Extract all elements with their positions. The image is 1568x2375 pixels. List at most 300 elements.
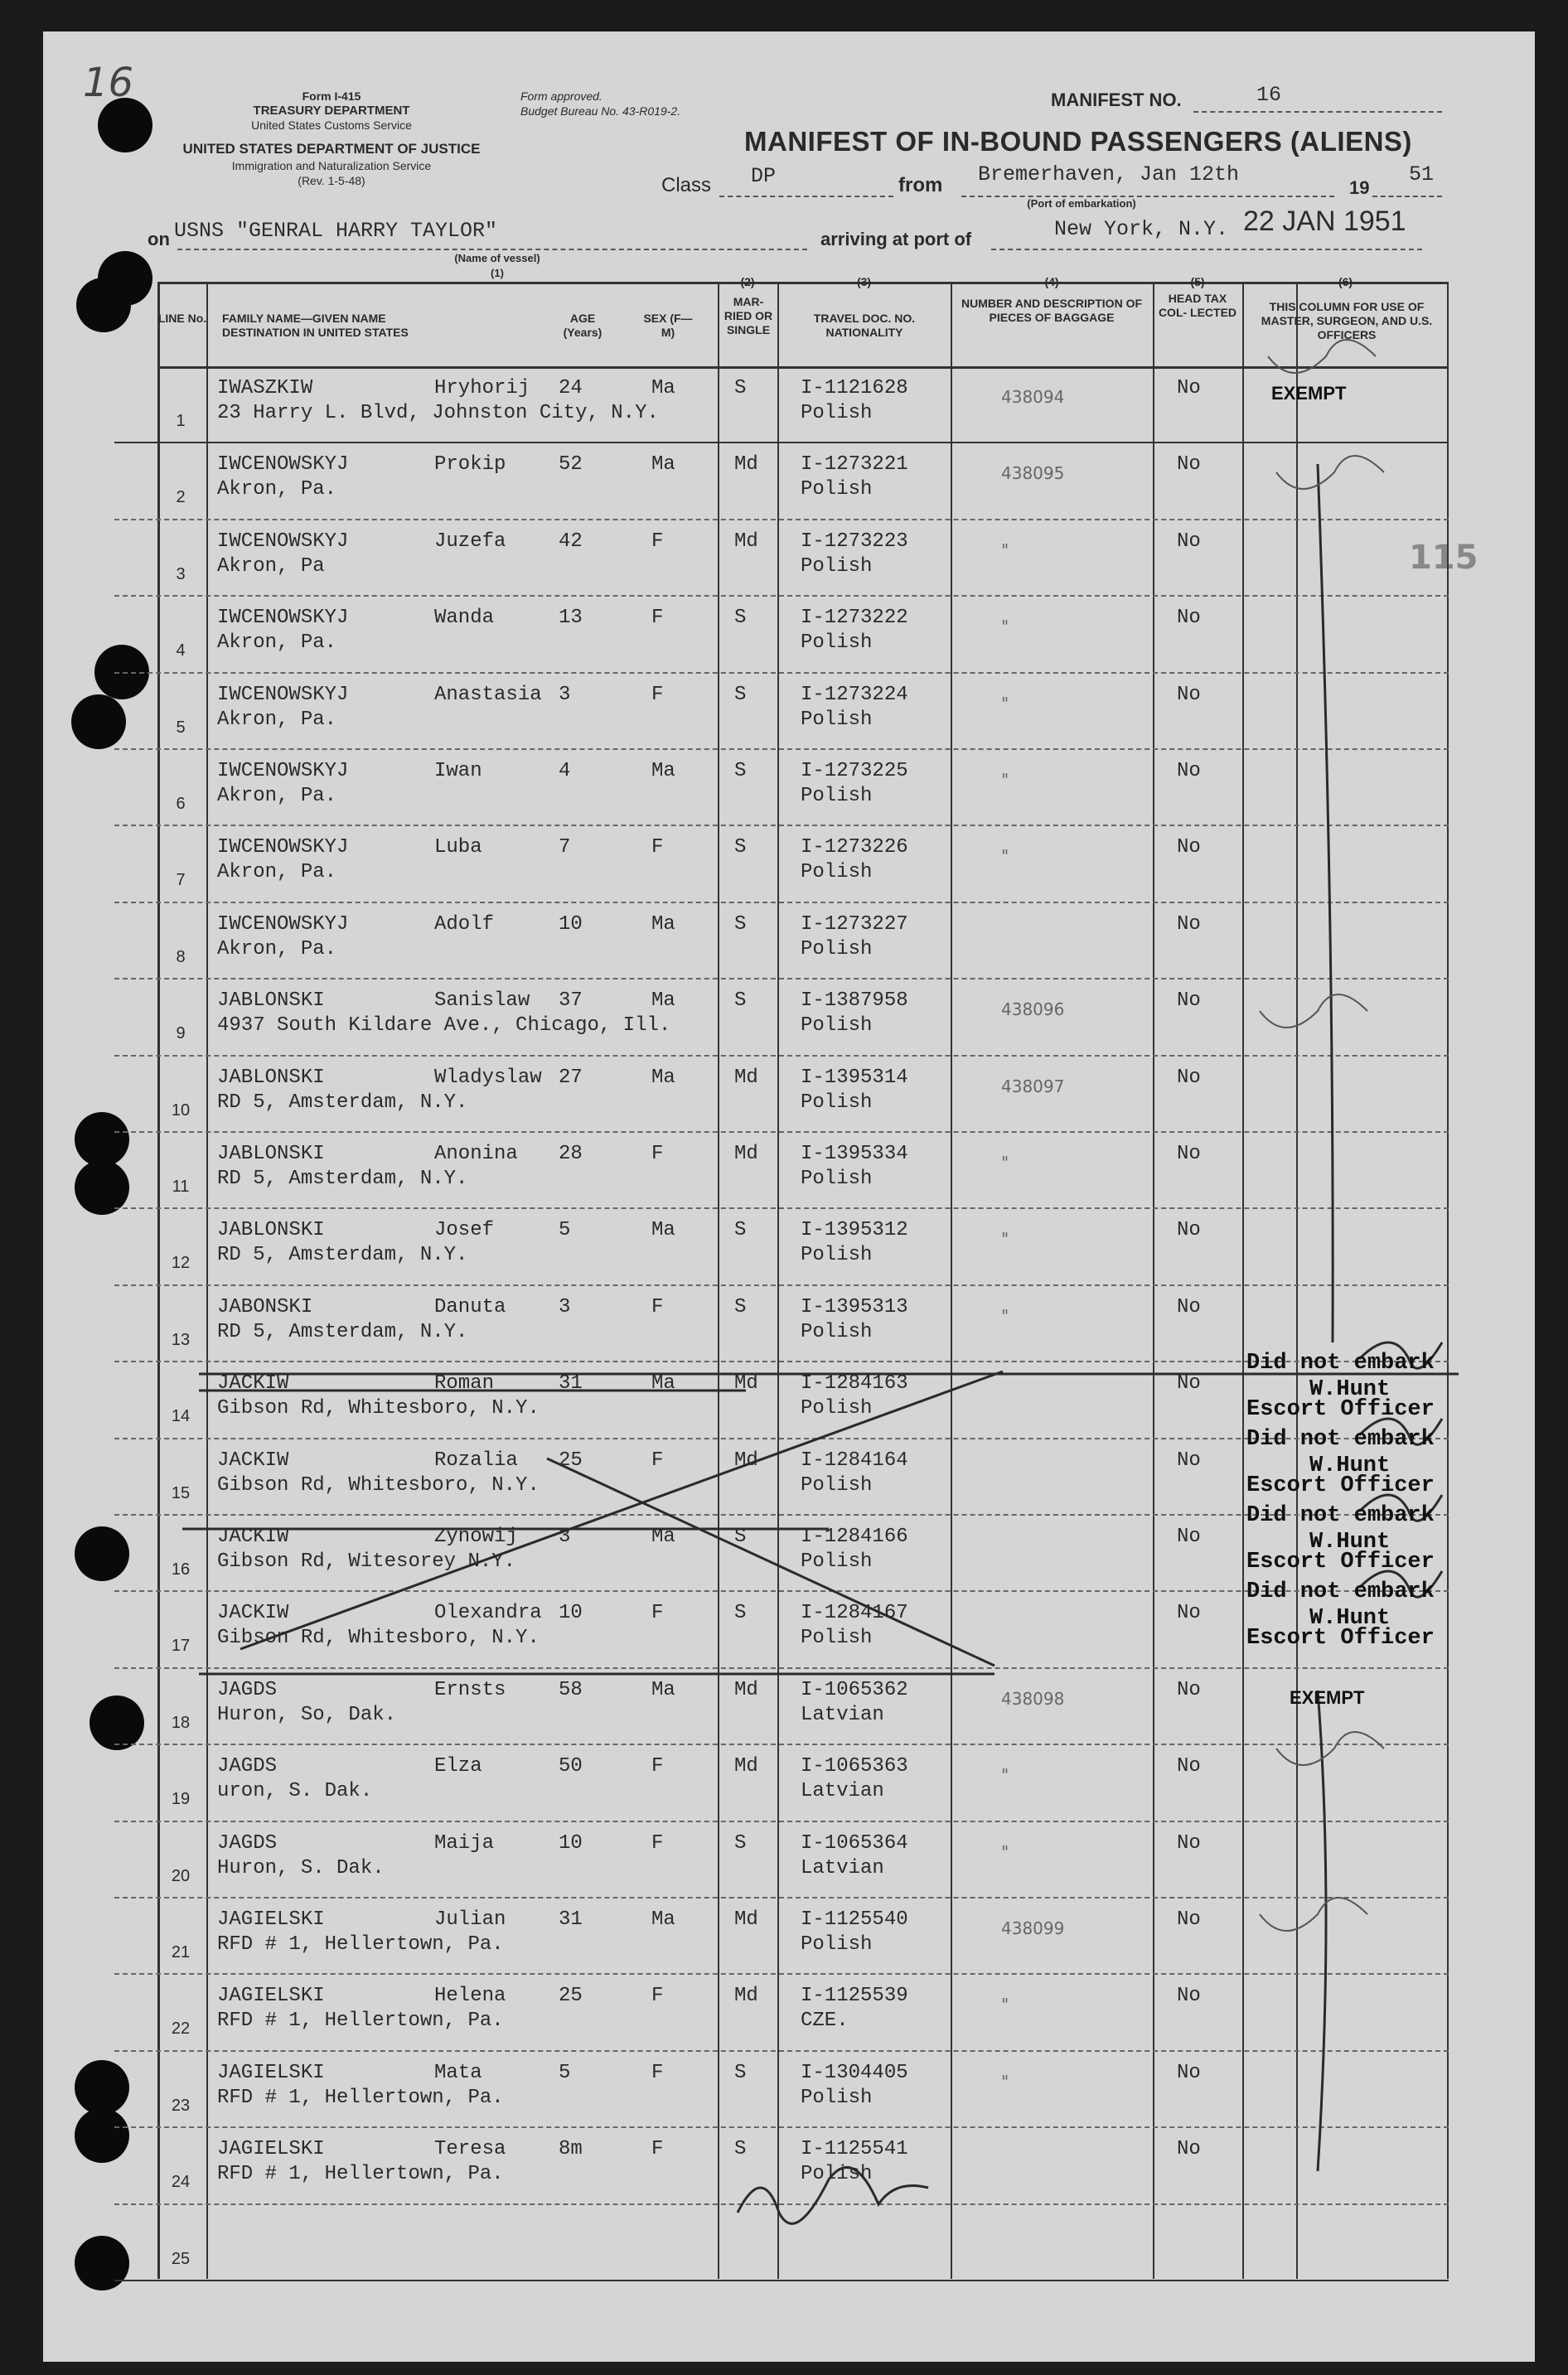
sex-value: F [651,1985,664,2008]
travel-doc-number: I-1395313 [801,1295,908,1318]
nationality: Polish [801,1320,873,1343]
travel-doc-number: I-1284167 [801,1602,908,1625]
table-row [114,674,1449,750]
travel-doc-number: I-1273225 [801,760,908,782]
vessel-col-number: (1) [491,267,504,279]
age-value: 10 [559,912,583,936]
col-num4: (4) [1044,275,1059,288]
age-value: 3 [559,683,571,706]
sex-value: F [651,1831,664,1855]
family-name: JAGIELSKI [217,2138,325,2161]
baggage-value: " [1001,2071,1009,2092]
line-number: 19 [171,1790,191,1809]
table-row [114,1975,1449,2051]
exempt-stamp: EXEMPT [1271,383,1347,404]
line-number: 3 [176,564,186,583]
baggage-value: " [1001,1995,1009,2015]
line-number: 15 [171,1483,191,1502]
age-value: 31 [559,1372,583,1395]
line-number: 24 [171,2173,191,2192]
family-name: JABLONSKI [217,1143,325,1165]
head-tax-value: No [1177,1295,1201,1318]
col-age-header: AGE (Years) [563,312,603,339]
line-number: 21 [171,1943,191,1961]
line-number: 17 [171,1637,191,1656]
family-name: IWCENOWSKYJ [217,760,349,782]
table-row [114,1669,1449,1745]
marital-status: S [734,1602,747,1625]
col-sex-header: SEX (F—M) [643,312,693,339]
line-number: 2 [176,488,186,507]
baggage-value: " [1001,1229,1009,1250]
family-name: IWCENOWSKYJ [217,530,349,553]
col-line-header: LINE No. [157,312,207,325]
marital-status: Md [734,1066,758,1089]
table-row [114,1209,1449,1285]
did-not-embark-note: Did not embark [1246,1351,1435,1376]
given-name: Ernsts [434,1678,506,1701]
destination: RFD # 1, Hellertown, Pa. [217,2086,504,2109]
travel-doc-number: I-1284163 [801,1372,908,1395]
given-name: Olexandra [434,1602,542,1625]
destination: 23 Harry L. Blvd, Johnston City, N.Y. [217,402,659,424]
family-name: JABLONSKI [217,989,325,1013]
nationality: CZE. [801,2010,849,2033]
age-value: 10 [559,1831,583,1855]
family-name: JAGDS [217,1755,278,1778]
line-number: 12 [171,1254,191,1273]
vessel-line [177,249,807,250]
head-tax-value: No [1177,1602,1201,1625]
destination: RD 5, Amsterdam, N.Y. [217,1320,468,1343]
passenger-table [114,275,1449,2279]
head-tax-value: No [1177,1372,1201,1395]
hunt-note: W.Hunt [1309,1377,1391,1402]
table-row [114,2205,1449,2281]
line-number: 9 [176,1024,186,1043]
destination: Huron, S. Dak. [217,1856,385,1879]
travel-doc-number: I-1273221 [801,453,908,476]
family-name: JAGDS [217,1831,278,1855]
line-number: 8 [176,947,186,966]
given-name: Wanda [434,607,495,630]
sex-value: F [651,683,664,706]
head-tax-value: No [1177,607,1201,630]
nationality: Polish [801,937,873,960]
col-num5: (5) [1190,275,1205,288]
family-name: IWCENOWSKYJ [217,607,349,630]
travel-doc-number: I-1395314 [801,1066,908,1089]
age-value: 50 [559,1755,583,1778]
head-tax-value: No [1177,377,1201,399]
family-name: IWCENOWSKYJ [217,453,349,476]
destination: Gibson Rd, Whitesboro, N.Y. [217,1473,540,1497]
given-name: Julian [434,1908,506,1931]
given-name: Roman [434,1372,495,1395]
line-number: 1 [176,412,186,430]
given-name: Juzefa [434,530,506,553]
head-tax-value: No [1177,1066,1201,1089]
marital-status: Md [734,453,758,476]
baggage-value: 438097 [1001,1076,1065,1096]
did-not-embark-note: Did not embark [1246,1427,1435,1452]
destination: Gibson Rd, Witesorey N.Y. [217,1550,516,1573]
destination: Akron, Pa. [217,861,337,884]
line-number: 20 [171,1866,191,1885]
marital-status: S [734,683,747,706]
from-label: from [898,174,943,196]
table-row [114,2052,1449,2128]
age-value: 27 [559,1066,583,1089]
marital-status: S [734,989,747,1013]
family-name: JAGIELSKI [217,1908,325,1931]
class-value: DP [751,164,777,188]
destination: RFD # 1, Hellertown, Pa. [217,2010,504,2033]
sex-value: F [651,607,664,630]
year-line [1372,196,1442,197]
family-name: JACKIW [217,1602,289,1625]
year-value: 51 [1409,162,1435,186]
sex-value: F [651,1755,664,1778]
line-number: 10 [171,1100,191,1120]
table-row [114,1057,1449,1133]
destination: uron, S. Dak. [217,1780,373,1803]
baggage-value: " [1001,1305,1009,1326]
travel-doc-number: I-1273224 [801,683,908,706]
travel-doc-number: I-1065362 [801,1678,908,1701]
arriving-label: arriving at port of [820,229,972,249]
table-row [114,1133,1449,1209]
marital-status: S [734,377,747,399]
travel-doc-number: I-1273227 [801,912,908,936]
sex-value: Ma [651,1066,675,1089]
family-name: IWASZKIW [217,377,313,399]
marital-status: S [734,912,747,936]
marital-status: Md [734,1908,758,1931]
table-row [114,443,1449,520]
port-value: New York, N.Y. [1054,217,1229,241]
nationality: Polish [801,402,873,424]
age-value: 24 [559,377,583,399]
age-value: 31 [559,1908,583,1931]
marital-status: Md [734,1372,758,1395]
age-value: 13 [559,607,583,630]
nationality: Latvian [801,1703,884,1726]
head-tax-value: No [1177,453,1201,476]
sex-value: Ma [651,989,675,1013]
age-value: 37 [559,989,583,1013]
family-name: JAGIELSKI [217,1985,325,2008]
manifest-no-value: 16 [1256,83,1282,107]
line-number: 4 [176,641,186,660]
age-value: 3 [559,1526,571,1548]
age-value: 5 [559,1219,571,1242]
hunt-note: W.Hunt [1309,1530,1391,1555]
baggage-value: 438094 [1001,387,1065,407]
nationality: Polish [801,1550,873,1573]
table-row [114,750,1449,826]
given-name: Rozalia [434,1449,518,1472]
destination: Akron, Pa [217,554,325,578]
line-number: 7 [176,871,186,890]
vessel-name: USNS "GENRAL HARRY TAYLOR" [174,219,498,243]
nationality: Polish [801,1473,873,1497]
table-row [114,1745,1449,1821]
destination: Gibson Rd, Whitesboro, N.Y. [217,1397,540,1420]
marital-status: Md [734,1755,758,1778]
escort-officer-note: Escort Officer [1246,1550,1435,1574]
revision-date: (Rev. 1-5-48) [298,174,365,187]
head-tax-value: No [1177,760,1201,782]
given-name: Mata [434,2061,482,2084]
nationality: Polish [801,478,873,501]
col-baggage-header: NUMBER AND DESCRIPTION OF PIECES OF BAGGAGE [961,297,1143,324]
hunt-note: W.Hunt [1309,1454,1391,1478]
family-name: JABONSKI [217,1295,313,1318]
sex-value: Ma [651,1372,675,1395]
destination: Gibson Rd, Whitesboro, N.Y. [217,1627,540,1650]
marital-status: Md [734,1143,758,1165]
travel-doc-number: I-1284164 [801,1449,908,1472]
col-tax-header: HEAD TAX COL- LECTED [1158,292,1237,319]
family-name: JABLONSKI [217,1066,325,1089]
marital-status: S [734,2061,747,2084]
baggage-value: 438099 [1001,1918,1065,1938]
destination: RD 5, Amsterdam, N.Y. [217,1168,468,1190]
table-row [114,2128,1449,2204]
travel-doc-number: I-1304405 [801,2061,908,2084]
col-married-header: MAR- RIED OR SINGLE [724,295,773,336]
table-row [114,597,1449,673]
nationality: Polish [801,1397,873,1420]
nationality: Polish [801,785,873,807]
treasury-department: TREASURY DEPARTMENT [253,104,410,118]
head-tax-value: No [1177,683,1201,706]
given-name: Wladyslaw [434,1066,542,1089]
col-doc-header: TRAVEL DOC. NO. NATIONALITY [813,312,916,339]
baggage-value: " [1001,1153,1009,1173]
head-tax-value: No [1177,2138,1201,2161]
age-value: 10 [559,1602,583,1625]
head-tax-value: No [1177,1678,1201,1701]
age-value: 7 [559,836,571,859]
given-name: Josef [434,1219,495,1242]
baggage-value: " [1001,846,1009,867]
given-name: Hryhorij [434,377,530,399]
corner-number: 16 [83,60,134,106]
line-number: 23 [171,2096,191,2115]
nationality: Polish [801,2086,873,2109]
age-value: 42 [559,530,583,553]
table-row [114,1899,1449,1975]
given-name: Maija [434,1831,495,1855]
col-num6: (6) [1338,275,1353,288]
line-number: 16 [171,1560,191,1579]
nationality: Polish [801,1933,873,1956]
table-row [114,903,1449,980]
form-approved: Form approved. [520,89,603,103]
sex-value: Ma [651,1678,675,1701]
family-name: JACKIW [217,1449,289,1472]
marital-status: Md [734,530,758,553]
marital-status: S [734,2138,747,2161]
manifest-no-label: MANIFEST NO. [1051,89,1182,110]
marital-status: Md [734,1985,758,2008]
marital-status: S [734,1295,747,1318]
head-tax-value: No [1177,1831,1201,1855]
budget-bureau: Budget Bureau No. 43-R019-2. [520,104,681,118]
line-number: 14 [171,1407,191,1426]
destination: Akron, Pa. [217,708,337,731]
given-name: Prokip [434,453,506,476]
head-tax-value: No [1177,1908,1201,1931]
escort-officer-note: Escort Officer [1246,1397,1435,1422]
sex-value: Ma [651,453,675,476]
customs-service: United States Customs Service [251,119,412,132]
marital-status: S [734,1526,747,1548]
table-row [114,980,1449,1056]
age-value: 8m [559,2138,583,2161]
destination: Akron, Pa. [217,478,337,501]
destination: RFD # 1, Hellertown, Pa. [217,2163,504,2186]
travel-doc-number: I-1273223 [801,530,908,553]
sex-value: F [651,2138,664,2161]
table-row [114,1822,1449,1899]
marital-status: S [734,760,747,782]
page-stamp: 115 [1409,539,1478,577]
baggage-value: 438095 [1001,463,1065,484]
head-tax-value: No [1177,2061,1201,2084]
baggage-value: " [1001,539,1009,560]
given-name: Luba [434,836,482,859]
nationality: Polish [801,1014,873,1038]
family-name: JABLONSKI [217,1219,325,1242]
age-value: 25 [559,1449,583,1472]
family-name: IWCENOWSKYJ [217,912,349,936]
date-stamp: 22 JAN 1951 [1243,206,1406,237]
did-not-embark-note: Did not embark [1246,1579,1435,1604]
head-tax-value: No [1177,1449,1201,1472]
escort-officer-note: Escort Officer [1246,1626,1435,1651]
escort-officer-note: Escort Officer [1246,1473,1435,1498]
col-officers-header: THIS COLUMN FOR USE OF MASTER, SURGEON, AND U.S. OFFICERS [1261,300,1433,341]
given-name: Helena [434,1985,506,2008]
age-value: 3 [559,1295,571,1318]
family-name: JAGIELSKI [217,2061,325,2084]
did-not-embark-note: Did not embark [1246,1503,1435,1528]
col-name-header: FAMILY NAME—GIVEN NAME DESTINATION IN UNITED STATES [222,312,409,339]
line-number: 5 [176,718,186,737]
class-line [719,196,893,197]
destination: Akron, Pa. [217,785,337,807]
nationality: Polish [801,2163,873,2186]
baggage-value: " [1001,1841,1009,1862]
destination: RFD # 1, Hellertown, Pa. [217,1933,504,1956]
baggage-value: 438098 [1001,1688,1065,1709]
sex-value: F [651,2061,664,2084]
given-name: Teresa [434,2138,506,2161]
port-line [991,249,1422,250]
age-value: 28 [559,1143,583,1165]
age-value: 5 [559,2061,571,2084]
destination: 4937 South Kildare Ave., Chicago, Ill. [217,1014,671,1038]
head-tax-value: No [1177,1755,1201,1778]
travel-doc-number: I-1065363 [801,1755,908,1778]
manifest-title: MANIFEST OF IN-BOUND PASSENGERS (ALIENS) [744,126,1412,157]
given-name: Elza [434,1755,482,1778]
travel-doc-number: I-1125540 [801,1908,908,1931]
table-row [114,367,1449,443]
baggage-value: " [1001,693,1009,713]
head-tax-value: No [1177,1143,1201,1165]
sex-value: Ma [651,1526,675,1548]
travel-doc-number: I-1273222 [801,607,908,630]
nationality: Polish [801,861,873,884]
sex-value: F [651,530,664,553]
nationality: Latvian [801,1780,884,1803]
col-num3: (3) [856,275,872,288]
year-prefix: 19 [1349,177,1370,198]
immigration-service: Immigration and Naturalization Service [231,159,432,172]
sex-value: F [651,1143,664,1165]
travel-doc-number: I-1125539 [801,1985,908,2008]
given-name: Danuta [434,1295,506,1318]
table-row [114,826,1449,902]
head-tax-value: No [1177,1985,1201,2008]
travel-doc-number: I-1065364 [801,1831,908,1855]
head-tax-value: No [1177,530,1201,553]
travel-doc-number: I-1395312 [801,1219,908,1242]
marital-status: Md [734,1449,758,1472]
line-number: 6 [176,795,186,813]
family-name: JAGDS [217,1678,278,1701]
head-tax-value: No [1177,836,1201,859]
nationality: Polish [801,1244,873,1267]
sex-value: F [651,836,664,859]
justice-department: UNITED STATES DEPARTMENT OF JUSTICE [182,141,481,157]
given-name: Anastasia [434,683,542,706]
embark-caption: (Port of embarkation) [1027,197,1136,210]
family-name: IWCENOWSKYJ [217,836,349,859]
travel-doc-number: I-1395334 [801,1143,908,1165]
sex-value: F [651,1295,664,1318]
line-number: 25 [171,2249,191,2268]
nationality: Polish [801,554,873,578]
head-tax-value: No [1177,1219,1201,1242]
marital-status: S [734,1219,747,1242]
line-number: 11 [172,1178,190,1196]
manifest-no-line [1193,111,1442,113]
travel-doc-number: I-1121628 [801,377,908,399]
col-num2: (2) [740,275,755,288]
marital-status: S [734,1831,747,1855]
age-value: 52 [559,453,583,476]
marital-status: S [734,836,747,859]
head-tax-value: No [1177,912,1201,936]
line-number: 13 [171,1330,191,1349]
nationality: Latvian [801,1856,884,1879]
nationality: Polish [801,708,873,731]
baggage-value: " [1001,770,1009,790]
family-name: IWCENOWSKYJ [217,683,349,706]
vessel-caption: (Name of vessel) [454,252,540,264]
marital-status: S [734,607,747,630]
given-name: Iwan [434,760,482,782]
nationality: Polish [801,1168,873,1190]
given-name: Sanislaw [434,989,530,1013]
travel-doc-number: I-1273226 [801,836,908,859]
baggage-value: 438096 [1001,999,1065,1020]
